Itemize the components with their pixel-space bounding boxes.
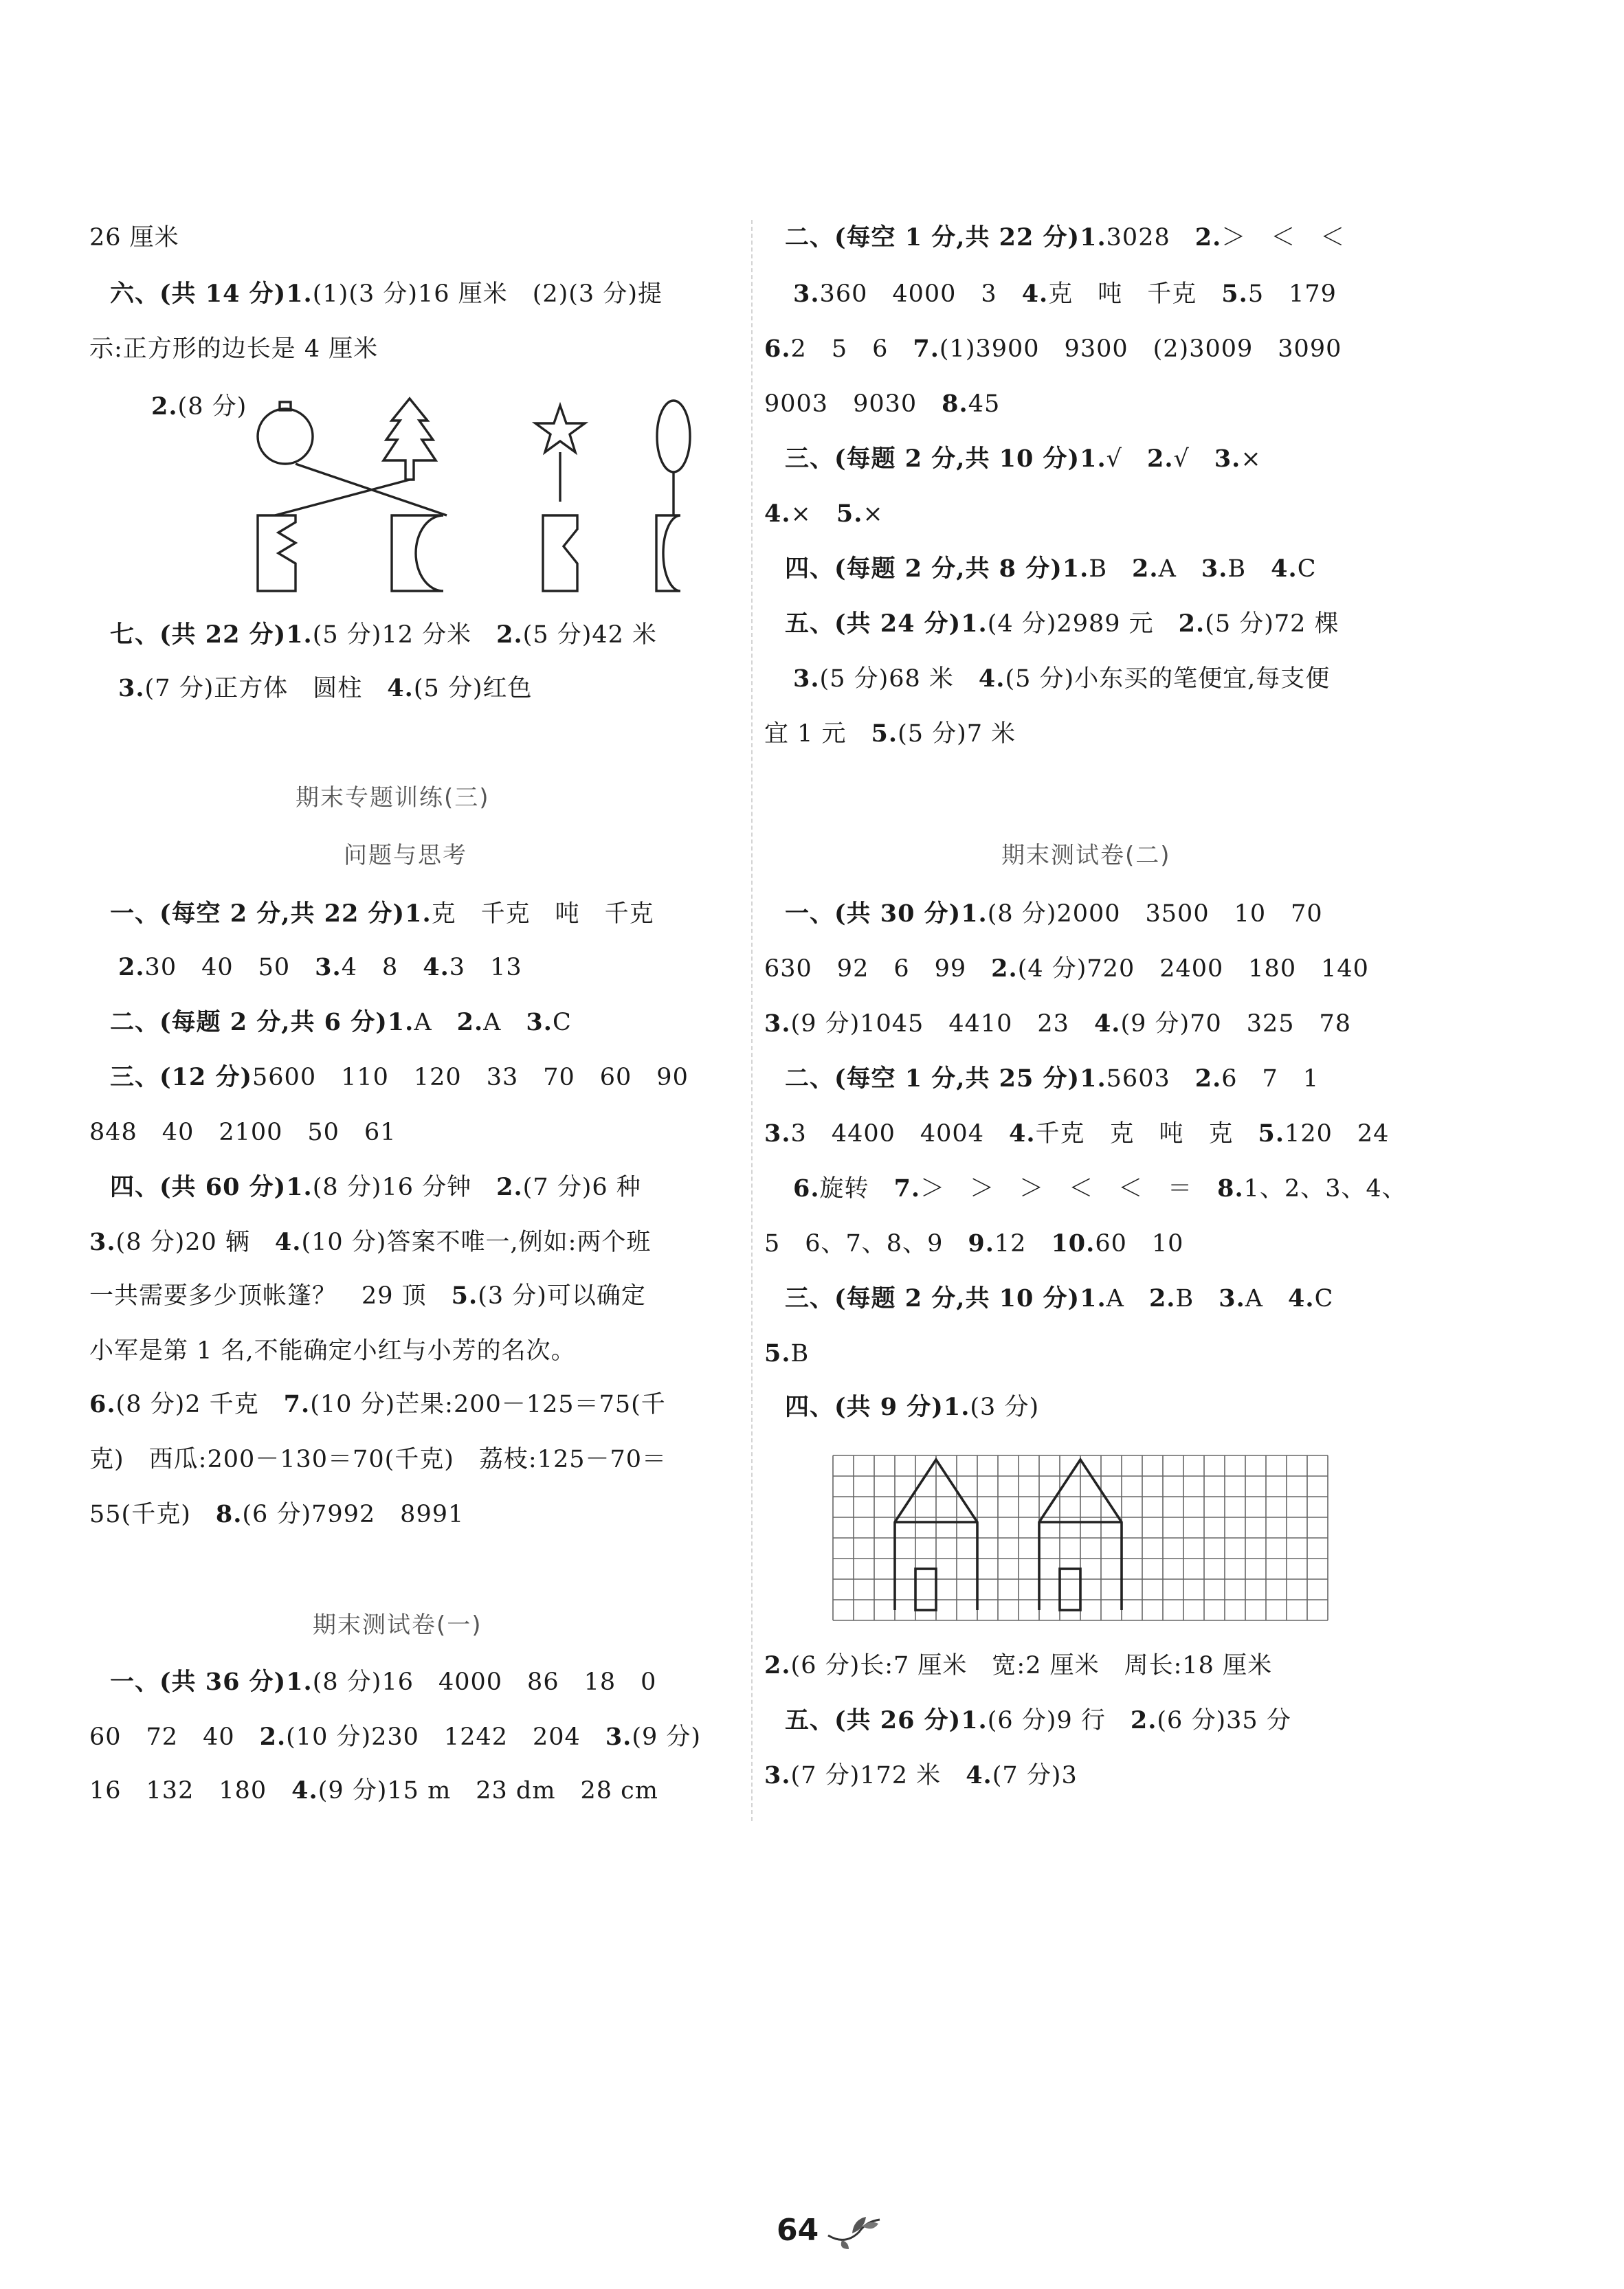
text-line: 四、(共 9 分)1.(3 分): [785, 1393, 1040, 1421]
text-line: 3.(8 分)20 辆 4.(10 分)答案不唯一,例如:两个班: [89, 1228, 652, 1256]
text-line: 630 92 6 99 2.(4 分)720 2400 180 140: [764, 954, 1369, 983]
text-line: 六、(共 14 分)1.(1)(3 分)16 厘米 (2)(3 分)提: [110, 280, 663, 308]
text-line: 3.(9 分)1045 4410 23 4.(9 分)70 325 78: [764, 1009, 1352, 1038]
section-title: 期末测试卷(一): [313, 1611, 482, 1639]
arrow-cut-shape: [543, 515, 577, 591]
text-line: 二、(每空 1 分,共 25 分)1.5603 2.6 7 1: [785, 1064, 1320, 1093]
page-number: 64: [777, 2213, 819, 2248]
text-line: 三、(12 分)5600 110 120 33 70 60 90: [110, 1063, 689, 1091]
text-line: 5.B: [764, 1339, 810, 1367]
section-title: 期末测试卷(二): [1001, 842, 1171, 869]
text-line: 848 40 2100 50 61: [89, 1119, 397, 1146]
moon-cut-shape: [392, 515, 443, 591]
arc-cut-shape: [656, 515, 680, 591]
text-line: 3.(5 分)68 米 4.(5 分)小东买的笔便宜,每支便: [793, 665, 1331, 693]
text-line: 二、(每题 2 分,共 6 分)1.A 2.A 3.C: [110, 1008, 572, 1036]
text-line: 示:正方形的边长是 4 厘米: [89, 335, 379, 363]
column-divider: [751, 220, 753, 1821]
text-line: 55(千克) 8.(6 分)7992 8991: [89, 1500, 465, 1528]
text-line: 3.360 4000 3 4.克 吨 千克 5.5 179: [793, 280, 1337, 308]
section-subtitle: 问题与思考: [344, 842, 467, 869]
text-line: 60 72 40 2.(10 分)230 1242 204 3.(9 分): [89, 1723, 702, 1751]
text-line: 2.30 40 50 3.4 8 4.3 13: [118, 953, 522, 981]
text-line: 四、(每题 2 分,共 8 分)1.B 2.A 3.B 4.C: [785, 555, 1317, 583]
oval-shape: [657, 401, 690, 472]
text-line: 宜 1 元 5.(5 分)7 米: [764, 719, 1016, 748]
text-line: 三、(每题 2 分,共 10 分)1.A 2.B 3.A 4.C: [785, 1284, 1334, 1313]
text-line: 三、(每题 2 分,共 10 分)1.√ 2.√ 3.×: [785, 445, 1262, 473]
circle-shape: [258, 409, 313, 464]
text-line: 二、(每空 1 分,共 22 分)1.3028 2.＞ ＜ ＜: [785, 223, 1346, 252]
star-shape: [535, 405, 585, 452]
text-line: 一共需要多少顶帐篷？ 29 顶 5.(3 分)可以确定: [89, 1282, 646, 1310]
text-line: 七、(共 22 分)1.(5 分)12 分米 2.(5 分)42 米: [110, 621, 658, 649]
zigzag-shape: [258, 515, 296, 591]
text-line: 3.(7 分)172 米 4.(7 分)3: [764, 1761, 1078, 1789]
tree-shape: [383, 399, 436, 480]
text-line: 一、(共 36 分)1.(8 分)16 4000 86 18 0: [110, 1668, 657, 1696]
text-line: 克) 西瓜:200－130＝70(千克) 荔枝:125－70＝: [89, 1446, 667, 1473]
text-line: 一、(每空 2 分,共 22 分)1.克 千克 吨 千克: [110, 900, 654, 928]
text-line: 五、(共 24 分)1.(4 分)2989 元 2.(5 分)72 棵: [785, 610, 1339, 638]
text-line: 五、(共 26 分)1.(6 分)9 行 2.(6 分)35 分: [785, 1706, 1291, 1734]
text-line: 四、(共 60 分)1.(8 分)16 分钟 2.(7 分)6 种: [110, 1173, 641, 1201]
house-left-door: [915, 1569, 936, 1610]
text-line: 4.× 5.×: [764, 500, 884, 528]
text-line: 一、(共 30 分)1.(8 分)2000 3500 10 70: [785, 900, 1323, 928]
text-line: 26 厘米: [89, 224, 179, 252]
text-line: 6.旋转 7.＞ ＞ ＞ ＜ ＜ ＝ 8.1、2、3、4、: [793, 1174, 1407, 1203]
house-right-door: [1060, 1569, 1080, 1610]
section-title: 期末专题训练(三): [296, 784, 490, 812]
text-line: 2.(6 分)长:7 厘米 宽:2 厘米 周长:18 厘米: [764, 1651, 1273, 1679]
text-line: 9003 9030 8.45: [764, 390, 1001, 418]
grid-figure: [833, 1449, 1342, 1620]
matching-figure: [241, 392, 722, 598]
text-line: 小军是第 1 名,不能确定小红与小芳的名次。: [89, 1337, 576, 1365]
text-line: 6.(8 分)2 千克 7.(10 分)芒果:200－125＝75(千: [89, 1390, 666, 1418]
text-line: 3.(7 分)正方体 圆柱 4.(5 分)红色: [118, 674, 533, 702]
leaf-ornament-icon: [825, 2211, 887, 2253]
text-line: 6.2 5 6 7.(1)3900 9300 (2)3009 3090: [764, 335, 1342, 363]
text-line: 2.(8 分): [151, 392, 247, 421]
text-line: 3.3 4400 4004 4.千克 克 吨 克 5.120 24: [764, 1119, 1390, 1148]
text-line: 5 6、7、8、9 9.12 10.60 10: [764, 1229, 1184, 1258]
text-line: 16 132 180 4.(9 分)15 m 23 dm 28 cm: [89, 1776, 658, 1805]
